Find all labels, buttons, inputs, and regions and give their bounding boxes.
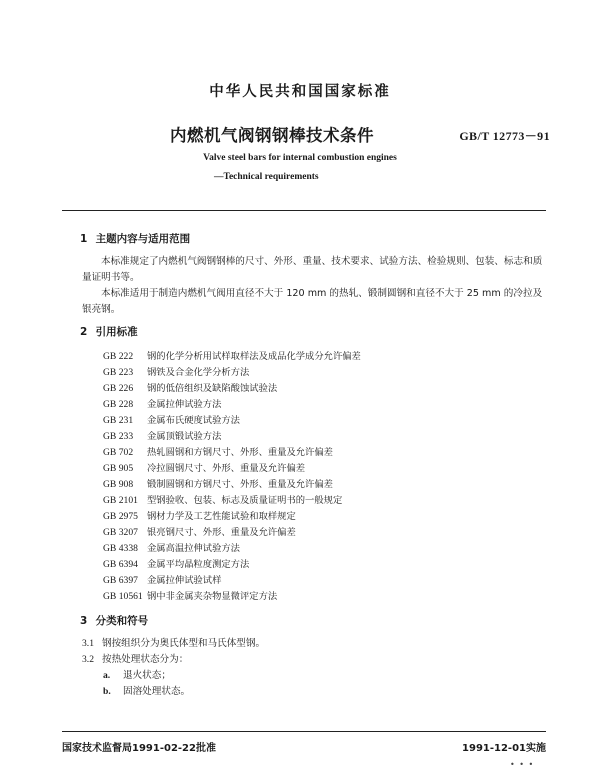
reference-code: GB 226 (103, 383, 134, 394)
document-title: 内燃机气阀钢钢棒技术条件 (170, 126, 374, 145)
approval-line: 国家技术监督局1991-02-22批准 (62, 743, 216, 754)
reference-title: 冷拉圆钢尺寸、外形、重量及允许偏差 (147, 463, 306, 474)
reference-code: GB 2975 (103, 511, 138, 522)
section-3-heading (80, 613, 148, 628)
reference-code: GB 10561 (103, 591, 143, 602)
paragraph: 本标准适用于制造内燃机气阀用直径不大于 120 mm 的热轧、锻制圆钢和直径不大于 25 mm 的冷拉及银亮钢。 (82, 288, 543, 315)
effective-date: 1991-12-01实施 (462, 743, 546, 754)
section-title: 分类和符号 (95, 615, 149, 627)
reference-item (103, 396, 221, 410)
clause-item (82, 651, 188, 665)
reference-item (103, 348, 361, 362)
reference-code: GB 222 (103, 351, 134, 362)
reference-title: 钢材力学及工艺性能试验和取样规定 (147, 511, 296, 522)
reference-title: 锻制圆钢和方钢尺寸、外形、重量及允许偏差 (147, 479, 333, 490)
reference-title: 热轧圆钢和方钢尺寸、外形、重量及允许偏差 (147, 447, 333, 458)
reference-code: GB 905 (103, 463, 134, 474)
reference-title: 金属顶锻试验方法 (147, 431, 222, 442)
header-rule (62, 210, 546, 211)
reference-title: 金属拉伸试验试样 (147, 575, 222, 586)
reference-code: GB 233 (103, 431, 134, 442)
reference-title: 银亮钢尺寸、外形、重量及允许偏差 (147, 527, 296, 538)
reference-code: GB 231 (103, 415, 134, 426)
reference-title: 钢中非金属夹杂物显微评定方法 (147, 591, 278, 602)
reference-item (103, 428, 221, 442)
reference-item (103, 588, 277, 602)
reference-item (103, 508, 296, 522)
reference-code: GB 228 (103, 399, 134, 410)
reference-code: GB 2101 (103, 495, 138, 506)
section-2-heading (80, 324, 138, 339)
reference-item (103, 476, 333, 490)
reference-code: GB 6394 (103, 559, 138, 570)
standard-code: GB/T 12773－91 (459, 129, 550, 143)
section-number: 3 (80, 615, 88, 627)
section-number: 1 (80, 233, 88, 245)
reference-code: GB 702 (103, 447, 134, 458)
reference-code: GB 908 (103, 479, 134, 490)
reference-code: GB 3207 (103, 527, 138, 538)
reference-item (103, 540, 240, 554)
reference-item (103, 460, 305, 474)
reference-title: 型钢验收、包装、标志及质量证明书的一般规定 (147, 495, 343, 506)
reference-item (103, 412, 240, 426)
reference-title: 金属高温拉伸试验方法 (147, 543, 240, 554)
reference-item (103, 556, 249, 570)
reference-item (103, 524, 296, 538)
reference-item (103, 364, 249, 378)
clause-item (82, 635, 265, 649)
section-number: 2 (80, 326, 88, 338)
reference-title: 金属拉伸试验方法 (147, 399, 222, 410)
reference-title: 金属布氏硬度试验方法 (147, 415, 240, 426)
clause-number: 3.2 (82, 654, 94, 665)
list-text: 退火状态； (123, 670, 171, 681)
reference-item (103, 572, 221, 586)
reference-title: 钢铁及合金化学分析方法 (147, 367, 250, 378)
list-marker: b. (103, 686, 111, 697)
reference-item (103, 492, 342, 506)
list-text: 固溶处理状态。 (123, 686, 191, 697)
english-subtitle: —Technical requirements (214, 172, 319, 182)
reference-title: 钢的化学分析用试样取样法及成品化学成分允许偏差 (147, 351, 361, 362)
reference-item (103, 380, 277, 394)
list-item (103, 667, 171, 681)
section-1-heading (80, 231, 190, 246)
clause-text: 钢按组织分为奥氏体型和马氏体型钢。 (102, 638, 266, 649)
paragraph: 本标准规定了内燃机气阀钢钢棒的尺寸、外形、重量、技术要求、试验方法、检验规则、包装、标志和质量证明书等。 (82, 256, 543, 283)
nation-standard-heading: 中华人民共和国国家标准 (209, 84, 391, 100)
section-title: 主题内容与适用范围 (95, 233, 191, 245)
reference-item (103, 444, 333, 458)
list-item (103, 683, 190, 697)
reference-title: 金属平均晶粒度测定方法 (147, 559, 250, 570)
section-title: 引用标准 (95, 326, 138, 338)
reference-code: GB 6397 (103, 575, 138, 586)
reference-code: GB 4338 (103, 543, 138, 554)
footer-rule (62, 731, 546, 732)
reference-code: GB 223 (103, 367, 134, 378)
clause-number: 3.1 (82, 638, 94, 649)
english-title: Valve steel bars for internal combustion engines (203, 153, 397, 163)
reference-title: 钢的低倍组织及缺陷酸蚀试验法 (147, 383, 278, 394)
scan-marks: • • • (510, 760, 535, 769)
list-marker: a. (103, 670, 111, 681)
clause-text: 按热处理状态分为： (102, 654, 189, 665)
